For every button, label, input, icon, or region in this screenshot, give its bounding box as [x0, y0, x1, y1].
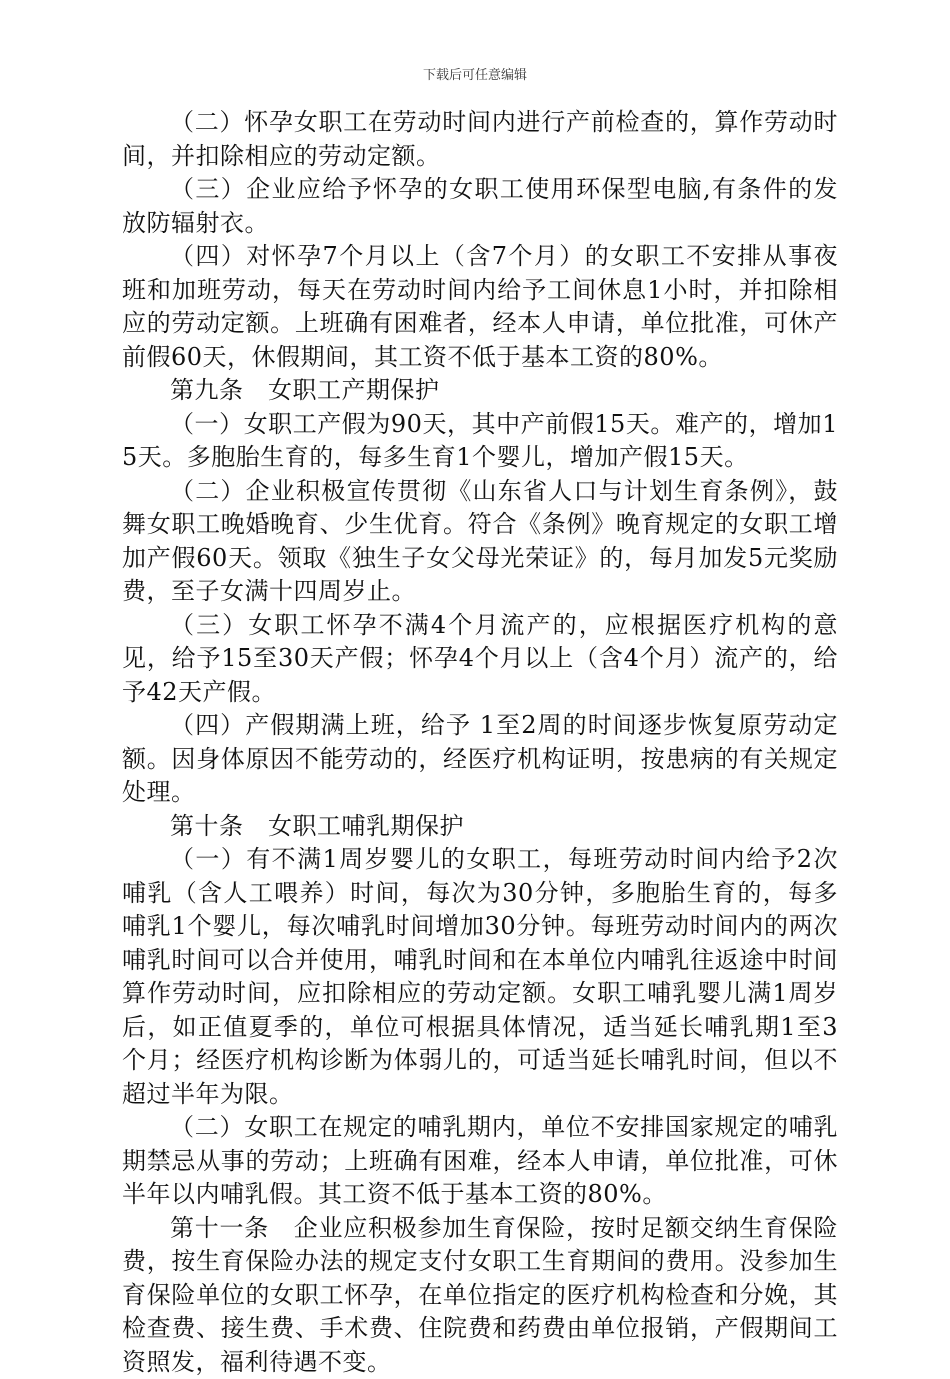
- document-body: [122, 106, 838, 1379]
- paragraph-art8-item4: （四）对怀孕7个月以上（含7个月）的女职工不安排从事夜班和加班劳动，每天在劳动时间内给予工间休息1小时，并扣除相应的劳动定额。上班确有困难者，经本人申请，单位批准，可休产前假60天，休假期间，其工资不低于基本工资的80%。: [122, 240, 838, 374]
- article-11-paragraph: 第十一条 企业应积极参加生育保险，按时足额交纳生育保险费，按生育保险办法的规定支付女职工生育期间的费用。没参加生育保险单位的女职工怀孕，在单位指定的医疗机构检查和分娩，其检查费、接生费、手术费、住院费和药费由单位报销，产假期间工资照发，福利待遇不变。: [122, 1212, 838, 1379]
- paragraph-art10-item2: （二）女职工在规定的哺乳期内，单位不安排国家规定的哺乳期禁忌从事的劳动；上班确有困难，经本人申请，单位批准，可休半年以内哺乳假。其工资不低于基本工资的80%。: [122, 1111, 838, 1212]
- paragraph-art10-item1: （一）有不满1周岁婴儿的女职工，每班劳动时间内给予2次哺乳（含人工喂养）时间，每次为30分钟，多胞胎生育的，每多哺乳1个婴儿，每次哺乳时间增加30分钟。每班劳动时间内的两次哺乳时间可以合并使用，哺乳时间和在本单位内哺乳往返途中时间算作劳动时间，应扣除相应的劳动定额。女职工哺乳婴儿满1周岁后，如正值夏季的，单位可根据具体情况，适当延长哺乳期1至3个月；经医疗机构诊断为体弱儿的，可适当延长哺乳时间，但以不超过半年为限。: [122, 843, 838, 1111]
- paragraph-art8-item3: （三）企业应给予怀孕的女职工使用环保型电脑,有条件的发放防辐射衣。: [122, 173, 838, 240]
- paragraph-art9-item3: （三）女职工怀孕不满4个月流产的，应根据医疗机构的意见，给予15至30天产假；怀孕4个月以上（含4个月）流产的，给予42天产假。: [122, 609, 838, 710]
- article-10-heading: 第十条 女职工哺乳期保护: [122, 810, 838, 844]
- paragraph-art8-item2: （二）怀孕女职工在劳动时间内进行产前检查的，算作劳动时间，并扣除相应的劳动定额。: [122, 106, 838, 173]
- paragraph-art9-item1: （一）女职工产假为90天，其中产前假15天。难产的，增加15天。多胞胎生育的，每多生育1个婴儿，增加产假15天。: [122, 408, 838, 475]
- article-9-heading: 第九条 女职工产期保护: [122, 374, 838, 408]
- paragraph-art9-item2: （二）企业积极宣传贯彻《山东省人口与计划生育条例》，鼓舞女职工晚婚晚育、少生优育。符合《条例》晚育规定的女职工增加产假60天。领取《独生子女父母光荣证》的，每月加发5元奖励费，至子女满十四周岁止。: [122, 475, 838, 609]
- paragraph-art9-item4: （四）产假期满上班，给予 1至2周的时间逐步恢复原劳动定额。因身体原因不能劳动的，经医疗机构证明，按患病的有关规定处理。: [122, 709, 838, 810]
- page-header: 下载后可任意编辑: [0, 64, 950, 83]
